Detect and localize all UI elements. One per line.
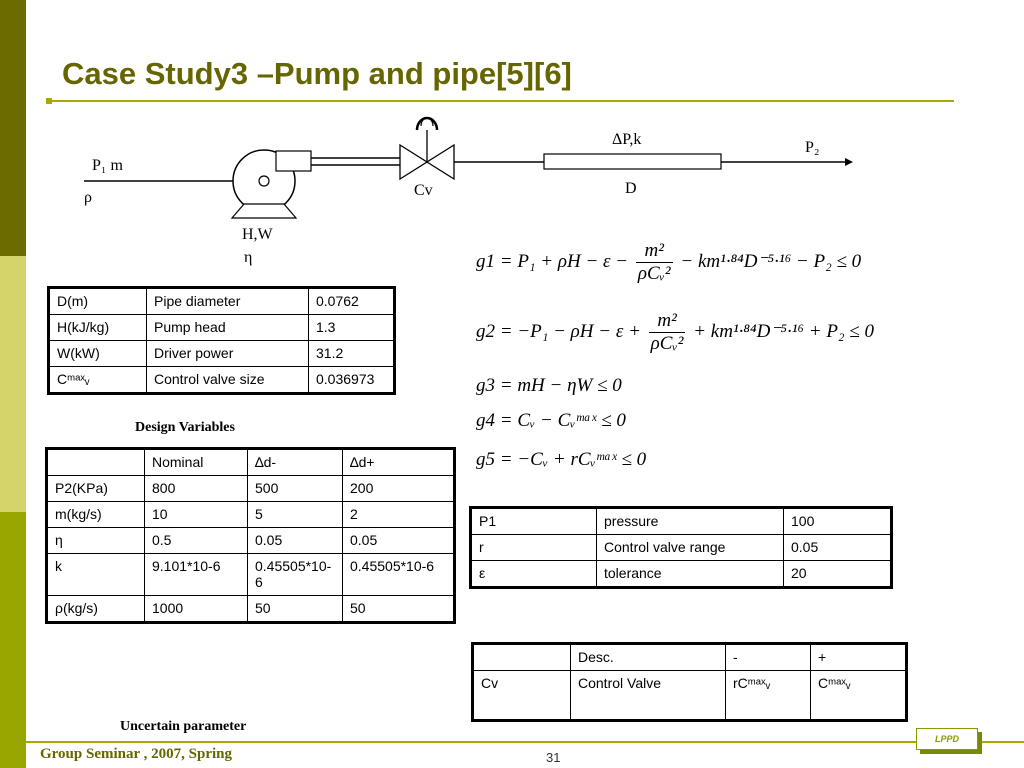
- equation-g2: [476, 310, 874, 355]
- page-number: 31: [546, 750, 561, 765]
- table-cell: 50: [343, 596, 455, 623]
- equation-g1-fraction: [636, 240, 673, 285]
- table-row: [471, 508, 892, 535]
- table-cell: 50: [248, 596, 343, 623]
- table-cell: 100: [784, 508, 892, 535]
- table-cell: Pipe diameter: [147, 288, 309, 315]
- table-cell: ε: [471, 561, 597, 588]
- design-variables-table: [47, 286, 396, 395]
- table-cell: 500: [248, 476, 343, 502]
- table-cell: D(m): [49, 288, 147, 315]
- table-row: [47, 476, 455, 502]
- table-cell: Cᵐᵃˣᵥ: [49, 367, 147, 394]
- pipe-pressure-drop-label: ΔP,k: [612, 131, 642, 148]
- table-cell: 1000: [145, 596, 248, 623]
- table-header-row: [47, 449, 455, 476]
- inlet-label: P₁ m: [92, 157, 123, 174]
- table-cell: -: [726, 644, 811, 671]
- table-cell: 31.2: [309, 341, 395, 367]
- table-cell: Pump head: [147, 315, 309, 341]
- table-cell: ρ(kg/s): [47, 596, 145, 623]
- table-cell: Desc.: [571, 644, 726, 671]
- control-valve-table: [471, 642, 908, 722]
- density-label: ρ: [84, 189, 92, 206]
- table-cell: P1: [471, 508, 597, 535]
- equation-g1-numerator: m²: [644, 240, 664, 261]
- table-cell: 800: [145, 476, 248, 502]
- table-cell: 1.3: [309, 315, 395, 341]
- table-cell: m(kg/s): [47, 502, 145, 528]
- table-row: [49, 288, 395, 315]
- table-cell: 0.5: [145, 528, 248, 554]
- uncertain-parameter-table: [45, 447, 456, 624]
- footer-text: Group Seminar , 2007, Spring: [40, 746, 232, 762]
- table-cell: 0.0762: [309, 288, 395, 315]
- table-header-row: [473, 644, 907, 671]
- table-row: [49, 315, 395, 341]
- slide-title: Case Study3 –Pump and pipe[5][6]: [62, 56, 572, 91]
- equation-g1-denominator: ρCᵥ²: [637, 263, 671, 284]
- table-cell: [473, 644, 571, 671]
- table-row: [49, 341, 395, 367]
- table-row: [49, 367, 395, 394]
- table-cell: Cv: [473, 671, 571, 721]
- table-cell: P2(KPa): [47, 476, 145, 502]
- table-row: [47, 528, 455, 554]
- table-row: [471, 561, 892, 588]
- table-cell: Nominal: [145, 449, 248, 476]
- table-cell: tolerance: [597, 561, 784, 588]
- side-band-olive: [0, 512, 26, 768]
- table-cell: 0.05: [248, 528, 343, 554]
- equation-g5: g5 = −Cᵥ + rCᵥᵐᵃˣ ≤ 0: [476, 449, 647, 470]
- table-cell: 5: [248, 502, 343, 528]
- table-row: [471, 535, 892, 561]
- table-row: [47, 502, 455, 528]
- table-cell: Control valve range: [597, 535, 784, 561]
- table-cell: W(kW): [49, 341, 147, 367]
- equation-g4: g4 = Cᵥ − Cᵥᵐᵃˣ ≤ 0: [476, 410, 626, 431]
- equation-g2-numerator: m²: [657, 310, 677, 331]
- parameter-table: [469, 506, 893, 589]
- table-cell: r: [471, 535, 597, 561]
- outlet-pressure-label: P₂: [805, 139, 820, 156]
- table-cell: Control Valve: [571, 671, 726, 721]
- footer-rule: [26, 741, 1024, 743]
- equation-g1-rhs: − km¹·⁸⁴D⁻⁵·¹⁶ − P₂ ≤ 0: [680, 250, 862, 272]
- equation-g2-lhs: g2 = −P₁ − ρH − ε +: [476, 320, 641, 342]
- valve-label: Cv: [414, 182, 433, 199]
- equation-g2-rhs: + km¹·⁸⁴D⁻⁵·¹⁶ + P₂ ≤ 0: [693, 320, 874, 342]
- table-cell: [47, 449, 145, 476]
- equation-g2-fraction: [649, 310, 686, 355]
- table-cell: 20: [784, 561, 892, 588]
- table-row: [47, 596, 455, 623]
- uncertain-parameter-caption: Uncertain parameter: [120, 719, 247, 734]
- table-cell: 10: [145, 502, 248, 528]
- table-cell: Driver power: [147, 341, 309, 367]
- table-cell: Control valve size: [147, 367, 309, 394]
- table-cell: ∆d+: [343, 449, 455, 476]
- table-cell: ∆d-: [248, 449, 343, 476]
- table-cell: 2: [343, 502, 455, 528]
- equation-g2-denominator: ρCᵥ²: [650, 333, 684, 354]
- pipe-diameter-label: D: [625, 180, 637, 197]
- table-cell: rCᵐᵃˣᵥ: [726, 671, 811, 721]
- table-cell: 200: [343, 476, 455, 502]
- equation-g1: [476, 240, 861, 285]
- table-cell: pressure: [597, 508, 784, 535]
- lab-badge: LPPD: [916, 728, 978, 750]
- table-cell: 0.036973: [309, 367, 395, 394]
- table-cell: 9.101*10-6: [145, 554, 248, 596]
- design-variables-caption: Design Variables: [135, 420, 235, 435]
- pump-head-power-label: H,W: [242, 226, 273, 243]
- table-cell: k: [47, 554, 145, 596]
- table-cell: η: [47, 528, 145, 554]
- table-cell: H(kJ/kg): [49, 315, 147, 341]
- table-cell: 0.05: [784, 535, 892, 561]
- equation-g3: g3 = mH − ηW ≤ 0: [476, 375, 622, 396]
- table-cell: +: [811, 644, 907, 671]
- table-cell: Cᵐᵃˣᵥ: [811, 671, 907, 721]
- table-row: [473, 671, 907, 721]
- pump-efficiency-label: η: [244, 249, 253, 266]
- table-cell: 0.05: [343, 528, 455, 554]
- table-cell: 0.45505*10-6: [248, 554, 343, 596]
- table-cell: 0.45505*10-6: [343, 554, 455, 596]
- equation-g1-lhs: g1 = P₁ + ρH − ε −: [476, 250, 629, 272]
- table-row: [47, 554, 455, 596]
